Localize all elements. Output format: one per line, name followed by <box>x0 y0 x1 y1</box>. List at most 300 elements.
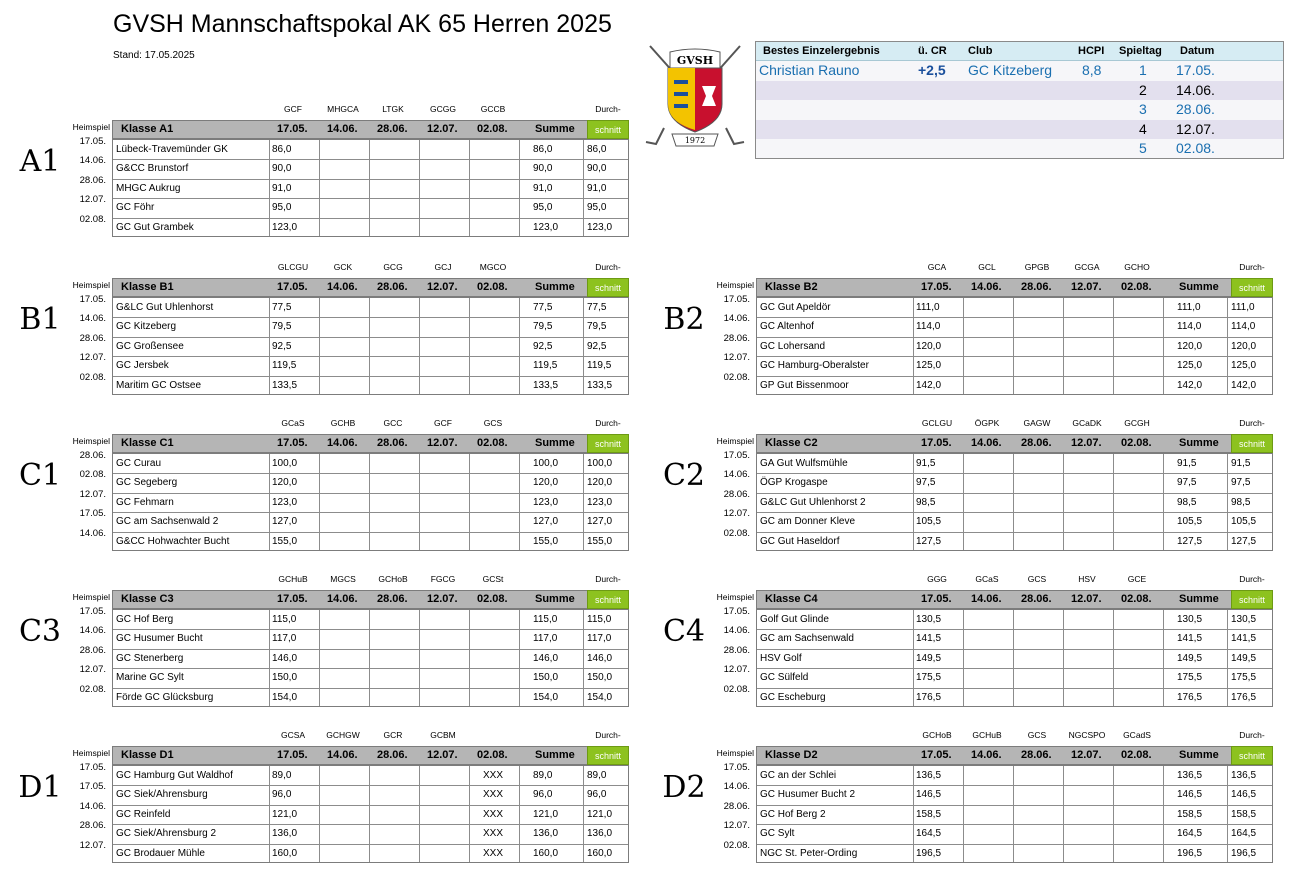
score-cell: XXX <box>483 808 504 820</box>
summe-label: Summe <box>1179 281 1219 293</box>
club-abbrev: LTGK <box>382 104 404 114</box>
summe-label: Summe <box>1179 749 1219 761</box>
schnitt-cell: 100,0 <box>587 458 613 469</box>
summe-cell: 136,0 <box>533 828 559 840</box>
team-name: Golf Gut Glinde <box>760 614 829 625</box>
best-result-table <box>755 41 1284 159</box>
heimspiel-date: 17.05. <box>79 294 106 305</box>
schnitt-cell: 127,5 <box>1231 535 1257 547</box>
score-cell: 123,0 <box>272 496 298 508</box>
durch-label: Durch- <box>1239 730 1265 740</box>
score-cell: 121,0 <box>272 808 298 820</box>
club-abbrev: GCHB <box>330 418 356 428</box>
heimspiel-date: 12.07. <box>79 194 106 206</box>
club-abbrev: GCLGU <box>921 418 953 428</box>
score-cell: 154,0 <box>272 691 298 703</box>
heimspiel-date: 17.05. <box>723 294 750 305</box>
heimspiel-date: 02.08. <box>79 371 106 383</box>
score-cell: 146,0 <box>272 652 298 664</box>
summe-cell: 196,5 <box>1177 847 1203 859</box>
club-abbrev: GCF <box>434 418 452 428</box>
club-abbrev: MGCS <box>330 574 356 584</box>
summe-cell: 96,0 <box>533 789 553 801</box>
heimspiel-date: 14.06. <box>79 155 106 167</box>
summe-cell: 123,0 <box>533 496 559 508</box>
section-c4 <box>662 566 1276 703</box>
schnitt-label: schnitt <box>587 746 629 765</box>
header-date: 02.08. <box>477 123 508 135</box>
score-cell: 77,5 <box>272 302 292 313</box>
best-header-cr: ü. CR <box>918 45 947 57</box>
header-date: 02.08. <box>477 593 508 605</box>
heimspiel-date: 14.06. <box>79 625 106 637</box>
heimspiel-date: 28.06. <box>723 488 750 500</box>
schnitt-cell: 86,0 <box>587 144 607 155</box>
header-date: 14.06. <box>327 749 358 761</box>
header-date: 14.06. <box>327 123 358 135</box>
header-date: 17.05. <box>277 281 308 293</box>
heimspiel-date: 28.06. <box>723 800 750 812</box>
schnitt-label: schnitt <box>587 120 629 139</box>
page-title: GVSH Mannschaftspokal AK 65 Herren 2025 <box>113 10 612 38</box>
heimspiel-label: Heimspiel <box>716 436 754 446</box>
score-cell: XXX <box>483 847 504 859</box>
club-abbrev: GCS <box>1027 574 1047 584</box>
class-header <box>756 278 1273 297</box>
team-name: GC Sülfeld <box>760 672 809 684</box>
schnitt-cell: 105,5 <box>1231 516 1257 528</box>
schnitt-cell: 77,5 <box>587 302 607 313</box>
summe-cell: 149,5 <box>1177 652 1203 664</box>
score-cell: 117,0 <box>272 633 297 645</box>
summe-cell: 176,5 <box>1177 691 1203 703</box>
header-date: 17.05. <box>921 593 952 605</box>
team-name: GC am Donner Kleve <box>760 516 856 528</box>
summe-cell: 91,5 <box>1177 458 1197 469</box>
table-row <box>113 629 628 649</box>
schnitt-cell: 111,0 <box>1231 302 1255 313</box>
club-abbrev: GCaDK <box>1072 418 1102 428</box>
table-row <box>113 218 628 238</box>
schnitt-cell: 160,0 <box>587 847 613 859</box>
class-name: Klasse C4 <box>765 593 818 605</box>
team-name: GC Sylt <box>760 828 795 840</box>
team-name: GC Siek/Ahrensburg <box>116 789 208 801</box>
header-date: 28.06. <box>1021 593 1052 605</box>
table-row <box>757 317 1272 337</box>
gvsh-logo <box>644 42 746 148</box>
team-name: GC am Sachsenwald <box>760 633 854 645</box>
schnitt-cell: 130,5 <box>1231 614 1257 625</box>
score-cell: 127,5 <box>916 535 942 547</box>
club-abbrev: GCF <box>284 104 302 114</box>
class-table <box>112 139 629 237</box>
club-abbrev: GCE <box>1127 574 1147 584</box>
best-result-spieltag: 2 <box>1139 81 1147 98</box>
table-row <box>757 649 1272 669</box>
heimspiel-date: 17.05. <box>79 606 106 617</box>
table-row <box>113 473 628 493</box>
header-date: 12.07. <box>427 281 458 293</box>
heimspiel-date: 14.06. <box>79 313 106 325</box>
club-abbrev: GCS <box>1027 730 1047 740</box>
best-result-spieltag: 5 <box>1139 140 1147 157</box>
header-date: 28.06. <box>377 123 408 135</box>
table-row <box>757 356 1272 376</box>
header-date: 28.06. <box>377 281 408 293</box>
team-name: GC Brodauer Mühle <box>116 847 205 859</box>
team-name: NGC St. Peter-Ording <box>760 847 858 859</box>
summe-label: Summe <box>535 593 575 605</box>
score-cell: 95,0 <box>272 202 292 214</box>
table-row <box>757 337 1272 357</box>
summe-cell: 121,0 <box>533 808 559 820</box>
team-name: GC Großensee <box>116 340 184 352</box>
summe-cell: 164,5 <box>1177 828 1203 840</box>
schnitt-cell: 117,0 <box>587 633 612 645</box>
heimspiel-date: 02.08. <box>723 839 750 851</box>
score-cell: 96,0 <box>272 789 292 801</box>
summe-cell: 158,5 <box>1177 808 1203 820</box>
durch-label: Durch- <box>595 262 621 272</box>
class-header <box>112 746 629 765</box>
team-name: GP Gut Bissenmoor <box>760 379 849 391</box>
score-cell: 90,0 <box>272 163 292 175</box>
club-abbrev: GAGW <box>1023 418 1051 428</box>
heimspiel-date: 17.05. <box>723 762 750 773</box>
header-date: 12.07. <box>427 749 458 761</box>
table-row <box>113 785 628 805</box>
table-row <box>113 179 628 199</box>
table-row <box>113 512 628 532</box>
header-date: 02.08. <box>477 437 508 449</box>
header-date: 17.05. <box>277 437 308 449</box>
table-row <box>757 766 1272 786</box>
header-date: 14.06. <box>971 749 1002 761</box>
heimspiel-date: 17.05. <box>723 606 750 617</box>
score-cell: 175,5 <box>916 672 942 684</box>
table-row <box>113 376 628 396</box>
club-abbrev: NGCSPO <box>1068 730 1106 740</box>
team-name: G&CC Hohwachter Bucht <box>116 535 230 547</box>
score-cell: 115,0 <box>272 614 297 625</box>
club-abbrev: GCaS <box>975 574 999 584</box>
table-row <box>113 493 628 513</box>
table-row <box>113 844 628 864</box>
team-name: GC Hof Berg <box>116 614 174 625</box>
summe-cell: 119,5 <box>533 360 558 372</box>
score-cell: 146,5 <box>916 789 942 801</box>
heimspiel-date: 14.06. <box>79 527 106 539</box>
section-d2 <box>662 722 1276 859</box>
club-abbrev: GCHGW <box>326 730 360 740</box>
score-cell: 86,0 <box>272 144 292 155</box>
summe-cell: 95,0 <box>533 202 553 214</box>
team-name: GC Gut Grambek <box>116 221 194 233</box>
class-letter: B2 <box>663 302 705 337</box>
best-result-datum: 02.08. <box>1176 140 1215 157</box>
team-name: GC Kitzeberg <box>116 321 177 333</box>
header-date: 02.08. <box>1121 749 1152 761</box>
table-row <box>113 805 628 825</box>
table-row <box>757 844 1272 864</box>
schnitt-cell: 176,5 <box>1231 691 1257 703</box>
club-abbrev: GCHoB <box>378 574 408 584</box>
club-abbrev: GCR <box>383 730 403 740</box>
class-name: Klasse D2 <box>765 749 818 761</box>
heimspiel-date: 12.07. <box>723 352 750 364</box>
summe-cell: 117,0 <box>533 633 558 645</box>
schnitt-label: schnitt <box>587 590 629 609</box>
team-name: GC Escheburg <box>760 691 826 703</box>
class-header <box>756 434 1273 453</box>
summe-cell: 77,5 <box>533 302 553 313</box>
class-table <box>756 609 1273 707</box>
schnitt-cell: 97,5 <box>1231 477 1251 489</box>
summe-cell: 142,0 <box>1177 379 1203 391</box>
table-row <box>757 454 1272 474</box>
best-header-name: Bestes Einzelergebnis <box>763 45 880 57</box>
durch-label: Durch- <box>595 104 621 114</box>
heimspiel-date: 14.06. <box>723 781 750 793</box>
section-c3 <box>18 566 632 703</box>
summe-cell: 98,5 <box>1177 496 1197 508</box>
schnitt-cell: 142,0 <box>1231 379 1257 391</box>
schnitt-cell: 196,5 <box>1231 847 1257 859</box>
section-c2 <box>662 410 1276 547</box>
heimspiel-date: 28.06. <box>79 644 106 656</box>
summe-cell: 150,0 <box>533 672 559 684</box>
section-b1 <box>19 254 632 391</box>
team-name: GA Gut Wulfsmühle <box>760 458 848 469</box>
team-name: MHGC Aukrug <box>116 182 181 194</box>
schnitt-label: schnitt <box>1231 278 1273 297</box>
score-cell: 142,0 <box>916 379 942 391</box>
heimspiel-date: 12.07. <box>79 664 106 676</box>
header-date: 17.05. <box>921 281 952 293</box>
heimspiel-date: 12.07. <box>723 664 750 676</box>
schnitt-cell: 114,0 <box>1231 321 1256 333</box>
heimspiel-label: Heimspiel <box>716 748 754 758</box>
header-date: 14.06. <box>971 593 1002 605</box>
class-header <box>756 590 1273 609</box>
team-name: GC Curau <box>116 458 162 469</box>
heimspiel-date: 17.05. <box>79 136 106 147</box>
club-abbrev: GLCGU <box>277 262 309 272</box>
schnitt-cell: 150,0 <box>587 672 613 684</box>
team-name: GC Lohersand <box>760 340 826 352</box>
score-cell: 79,5 <box>272 321 292 333</box>
class-header <box>112 120 629 139</box>
team-name: GC Husumer Bucht <box>116 633 203 645</box>
table-row <box>757 785 1272 805</box>
team-name: GC Husumer Bucht 2 <box>760 789 856 801</box>
section-a1 <box>19 96 632 233</box>
durch-label: Durch- <box>595 730 621 740</box>
header-date: 02.08. <box>1121 281 1152 293</box>
summe-cell: 86,0 <box>533 144 553 155</box>
summe-cell: 114,0 <box>1177 321 1202 333</box>
durch-label: Durch- <box>595 418 621 428</box>
schnitt-cell: 175,5 <box>1231 672 1257 684</box>
table-row <box>113 356 628 376</box>
logo-top-text: GVSH <box>676 54 714 67</box>
club-abbrev: FGCG <box>430 574 456 584</box>
class-table <box>756 453 1273 551</box>
club-abbrev: GCA <box>927 262 947 272</box>
table-row <box>757 473 1272 493</box>
schnitt-cell: 164,5 <box>1231 828 1257 840</box>
club-abbrev: GCaS <box>281 418 305 428</box>
best-result-cr: +2,5 <box>918 62 946 78</box>
class-table <box>112 453 629 551</box>
header-date: 28.06. <box>377 749 408 761</box>
class-name: Klasse B2 <box>765 281 818 293</box>
heimspiel-label: Heimspiel <box>72 436 110 446</box>
schnitt-cell: 146,0 <box>587 652 613 664</box>
durch-label: Durch- <box>1239 418 1265 428</box>
table-row <box>757 298 1272 318</box>
score-cell: 119,5 <box>272 360 297 372</box>
heimspiel-date: 17.05. <box>79 781 106 793</box>
schnitt-cell: 149,5 <box>1231 652 1257 664</box>
summe-cell: 92,5 <box>533 340 553 352</box>
header-date: 14.06. <box>971 281 1002 293</box>
table-row <box>757 629 1272 649</box>
club-abbrev: GPGB <box>1024 262 1050 272</box>
club-abbrev: HSV <box>1078 574 1096 584</box>
schnitt-cell: 98,5 <box>1231 496 1251 508</box>
score-cell: 136,5 <box>916 770 942 781</box>
header-date: 28.06. <box>377 437 408 449</box>
score-cell: XXX <box>483 770 504 781</box>
schnitt-cell: 79,5 <box>587 321 607 333</box>
team-name: GC Hamburg-Oberalster <box>760 360 869 372</box>
club-abbrev: GCHuB <box>278 574 308 584</box>
table-row <box>113 649 628 669</box>
class-table <box>756 297 1273 395</box>
score-cell: 105,5 <box>916 516 942 528</box>
summe-cell: 89,0 <box>533 770 553 781</box>
schnitt-cell: 120,0 <box>1231 340 1257 352</box>
heimspiel-date: 28.06. <box>79 820 106 832</box>
summe-cell: 100,0 <box>533 458 559 469</box>
heimspiel-date: 28.06. <box>723 644 750 656</box>
club-abbrev: GCHuB <box>972 730 1002 740</box>
class-letter: B1 <box>19 302 61 337</box>
heimspiel-date: 12.07. <box>723 508 750 520</box>
score-cell: 91,5 <box>916 458 936 469</box>
summe-label: Summe <box>1179 593 1219 605</box>
team-name: GC am Sachsenwald 2 <box>116 516 219 528</box>
summe-cell: 146,5 <box>1177 789 1203 801</box>
club-abbrev: GCC <box>383 418 403 428</box>
header-date: 02.08. <box>1121 437 1152 449</box>
score-cell: 111,0 <box>916 302 940 313</box>
heimspiel-date: 17.05. <box>79 508 106 520</box>
table-row <box>113 532 628 552</box>
table-row <box>757 512 1272 532</box>
score-cell: 149,5 <box>916 652 942 664</box>
heimspiel-date: 02.08. <box>79 683 106 695</box>
summe-cell: 97,5 <box>1177 477 1197 489</box>
schnitt-cell: 123,0 <box>587 221 613 233</box>
schnitt-cell: 119,5 <box>587 360 612 372</box>
team-name: G&LC Gut Uhlenhorst <box>116 302 214 313</box>
club-abbrev: GCSA <box>280 730 306 740</box>
best-result-row <box>756 81 1283 101</box>
heimspiel-date: 17.05. <box>723 450 750 461</box>
table-row <box>113 824 628 844</box>
club-abbrev: GCGG <box>430 104 456 114</box>
best-header-hcpi: HCPI <box>1078 45 1105 57</box>
schnitt-label: schnitt <box>587 434 629 453</box>
score-cell: 130,5 <box>916 614 942 625</box>
durch-label: Durch- <box>595 574 621 584</box>
table-row <box>757 532 1272 552</box>
team-name: Förde GC Glücksburg <box>116 691 214 703</box>
class-letter: C1 <box>18 458 62 493</box>
schnitt-cell: 91,5 <box>1231 458 1251 469</box>
schnitt-cell: 120,0 <box>587 477 613 489</box>
header-date: 14.06. <box>327 437 358 449</box>
schnitt-label: schnitt <box>587 278 629 297</box>
score-cell: XXX <box>483 789 504 801</box>
class-name: Klasse B1 <box>121 281 174 293</box>
header-date: 12.07. <box>1071 437 1102 449</box>
best-result-datum: 17.05. <box>1176 62 1215 78</box>
schnitt-cell: 91,0 <box>587 182 607 194</box>
club-abbrev: GCBM <box>430 730 456 740</box>
heimspiel-date: 28.06. <box>79 174 106 186</box>
club-abbrev: GCG <box>383 262 403 272</box>
section-c1 <box>18 410 632 547</box>
score-cell: 196,5 <box>916 847 942 859</box>
heimspiel-date: 02.08. <box>723 527 750 539</box>
club-abbrev: GCGA <box>1074 262 1100 272</box>
score-cell: 136,0 <box>272 828 298 840</box>
best-result-header <box>756 42 1283 61</box>
summe-cell: 130,5 <box>1177 614 1203 625</box>
summe-cell: 120,0 <box>533 477 559 489</box>
best-result-row <box>756 120 1283 140</box>
best-result-club: GC Kitzeberg <box>968 62 1053 78</box>
header-date: 12.07. <box>1071 749 1102 761</box>
heimspiel-label: Heimspiel <box>72 122 110 132</box>
summe-label: Summe <box>535 749 575 761</box>
table-row <box>113 198 628 218</box>
best-result-row <box>756 100 1283 120</box>
summe-cell: 175,5 <box>1177 672 1203 684</box>
table-row <box>113 766 628 786</box>
summe-cell: 127,5 <box>1177 535 1203 547</box>
summe-cell: 79,5 <box>533 321 553 333</box>
schnitt-cell: 95,0 <box>587 202 607 214</box>
team-name: GC Altenhof <box>760 321 814 333</box>
class-table <box>112 609 629 707</box>
schnitt-cell: 115,0 <box>587 614 612 625</box>
schnitt-cell: 136,0 <box>587 828 613 840</box>
best-result-spieltag: 1 <box>1139 62 1147 78</box>
heimspiel-date: 02.08. <box>79 213 106 225</box>
class-name: Klasse A1 <box>121 123 174 135</box>
schnitt-cell: 146,5 <box>1231 789 1257 801</box>
summe-cell: 141,5 <box>1177 633 1203 645</box>
best-result-spieltag: 3 <box>1139 101 1147 118</box>
team-name: GC Segeberg <box>116 477 178 489</box>
team-name: GC Gut Haseldorf <box>760 535 840 547</box>
summe-cell: 123,0 <box>533 221 559 233</box>
